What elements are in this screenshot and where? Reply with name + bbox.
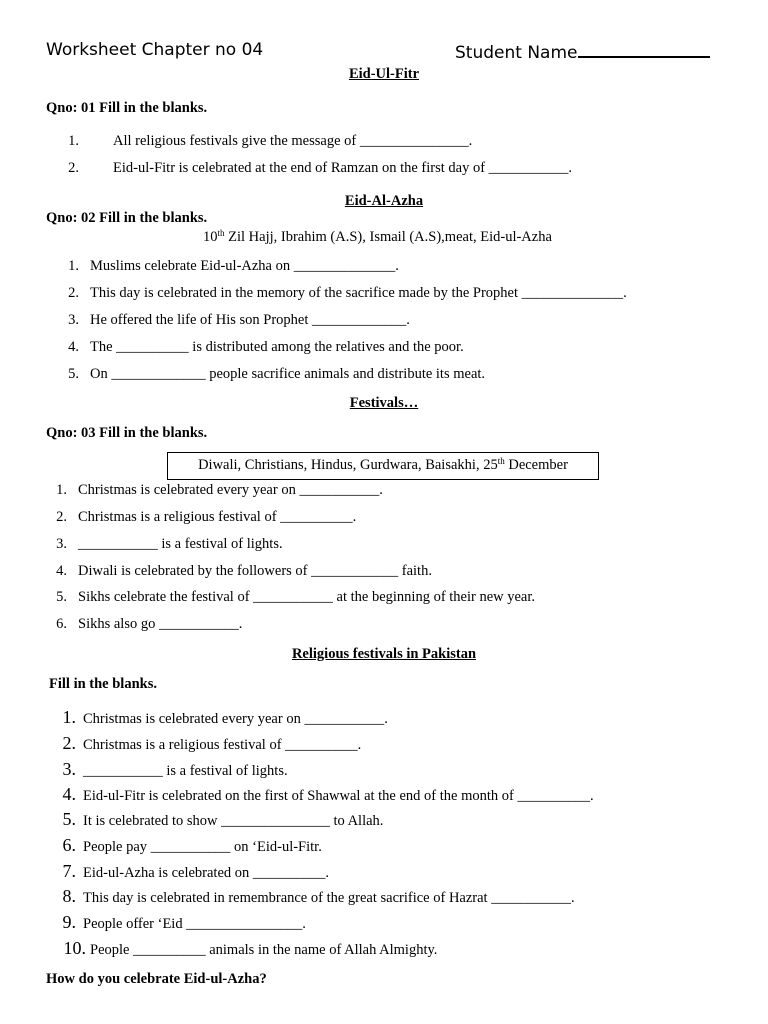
list-number: 3. — [68, 312, 79, 328]
worksheet-title: Worksheet Chapter no 04 — [46, 40, 264, 60]
list-number: 4. — [62, 784, 76, 804]
student-name-line[interactable] — [578, 40, 710, 58]
list-item — [46, 707, 388, 728]
word-bank-superscript: th — [217, 228, 225, 238]
list-item — [46, 759, 288, 780]
list-item — [46, 784, 594, 805]
list-number: 6. — [56, 616, 67, 632]
section-title-eid-al-azha: Eid-Al-Azha — [344, 193, 424, 209]
list-number: 1. — [68, 258, 79, 274]
word-bank-2 — [203, 229, 552, 246]
section-title-religious-festivals: Religious festivals in Pakistan — [291, 646, 477, 662]
list-number: 5. — [56, 589, 67, 605]
section-title-festivals: Festivals… — [349, 395, 419, 411]
list-item — [46, 482, 383, 499]
list-text: Sikhs celebrate the festival of ___________ at the beginning of their new year. — [78, 589, 536, 605]
list-text: On _____________ people sacrifice animals and distribute its meat. — [90, 366, 486, 382]
list-item — [46, 339, 464, 356]
list-item — [46, 312, 410, 329]
list-text: All religious festivals give the message of _______________. — [113, 133, 473, 149]
list-number: 2. — [56, 509, 67, 525]
list-text: Diwali is celebrated by the followers of ____________ faith. — [78, 563, 432, 579]
list-number: 2. — [62, 733, 76, 753]
list-text: Christmas is a religious festival of __________. — [78, 509, 357, 525]
question-3-heading: Qno: 03 Fill in the blanks. — [46, 425, 208, 441]
list-item — [46, 589, 535, 606]
list-text: People __________ animals in the name of Allah Almighty. — [90, 942, 438, 958]
list-item — [46, 258, 399, 275]
list-text: Christmas is celebrated every year on ___________. — [78, 482, 383, 498]
word-bank-text: Diwali, Christians, Hindus, Gurdwara, Baisakhi, 25 — [198, 457, 498, 473]
list-text: ___________ is a festival of lights. — [78, 536, 283, 552]
list-item — [46, 835, 322, 856]
list-item — [46, 809, 383, 830]
list-text: Eid-ul-Azha is celebrated on __________. — [83, 865, 330, 881]
list-number: 2. — [68, 285, 79, 301]
list-text: The __________ is distributed among the relatives and the poor. — [90, 339, 464, 355]
list-text: People pay ___________ on ‘Eid-ul-Fitr. — [83, 839, 322, 855]
student-name-label: Student Name — [455, 43, 578, 63]
list-text: Sikhs also go ___________. — [78, 616, 243, 632]
list-item — [46, 366, 485, 383]
list-number: 1. — [68, 133, 79, 149]
section-4-heading: Fill in the blanks. — [49, 676, 157, 692]
list-text: This day is celebrated in remembrance of the great sacrifice of Hazrat ___________. — [83, 890, 575, 906]
list-number: 6. — [62, 835, 76, 855]
list-number: 5. — [62, 809, 76, 829]
list-text: It is celebrated to show _______________ to Allah. — [83, 813, 384, 829]
student-name-field[interactable] — [455, 40, 710, 63]
word-bank-superscript: th — [497, 456, 505, 466]
list-text: Christmas is celebrated every year on ___________. — [83, 711, 388, 727]
list-text: Muslims celebrate Eid-ul-Azha on ______________. — [90, 258, 399, 274]
word-bank-number: 10 — [203, 229, 218, 245]
list-number: 3. — [56, 536, 67, 552]
list-item — [46, 938, 437, 959]
list-text: Eid-ul-Fitr is celebrated on the first of Shawwal at the end of the month of __________. — [83, 788, 594, 804]
list-text: ___________ is a festival of lights. — [83, 763, 288, 779]
list-number: 2. — [68, 160, 79, 176]
list-number: 8. — [62, 886, 76, 906]
list-item — [46, 861, 329, 882]
list-item — [46, 536, 283, 553]
list-number: 9. — [62, 912, 76, 932]
word-bank-text: Zil Hajj, Ibrahim (A.S), Ismail (A.S),meat, Eid-ul-Azha — [224, 229, 552, 245]
list-text: Eid-ul-Fitr is celebrated at the end of Ramzan on the first day of ___________. — [113, 160, 573, 176]
list-item — [46, 886, 575, 907]
list-item — [46, 912, 306, 933]
list-item — [46, 616, 242, 633]
list-number: 7. — [62, 861, 76, 881]
question-2-heading: Qno: 02 Fill in the blanks. — [46, 210, 208, 226]
list-item — [46, 733, 361, 754]
list-number: 4. — [56, 563, 67, 579]
list-text: Christmas is a religious festival of __________. — [83, 737, 362, 753]
final-question: How do you celebrate Eid-ul-Azha? — [46, 971, 267, 987]
list-number: 4. — [68, 339, 79, 355]
word-bank-box-3 — [167, 452, 599, 480]
question-1-heading: Qno: 01 Fill in the blanks. — [46, 100, 208, 116]
list-number: 1. — [62, 707, 76, 727]
list-text: He offered the life of His son Prophet _____________. — [90, 312, 410, 328]
list-item — [46, 509, 356, 526]
list-item — [46, 285, 627, 302]
list-item — [46, 563, 432, 580]
list-text: This day is celebrated in the memory of the sacrifice made by the Prophet ______________. — [90, 285, 627, 301]
list-number: 10. — [63, 938, 86, 958]
list-number: 3. — [62, 759, 76, 779]
list-item — [46, 160, 572, 177]
word-bank-text-end: December — [504, 457, 568, 473]
list-item — [46, 133, 472, 150]
section-title-eid-ul-fitr: Eid-Ul-Fitr — [348, 66, 420, 82]
list-text: People offer ‘Eid ________________. — [83, 916, 306, 932]
list-number: 5. — [68, 366, 79, 382]
list-number: 1. — [56, 482, 67, 498]
